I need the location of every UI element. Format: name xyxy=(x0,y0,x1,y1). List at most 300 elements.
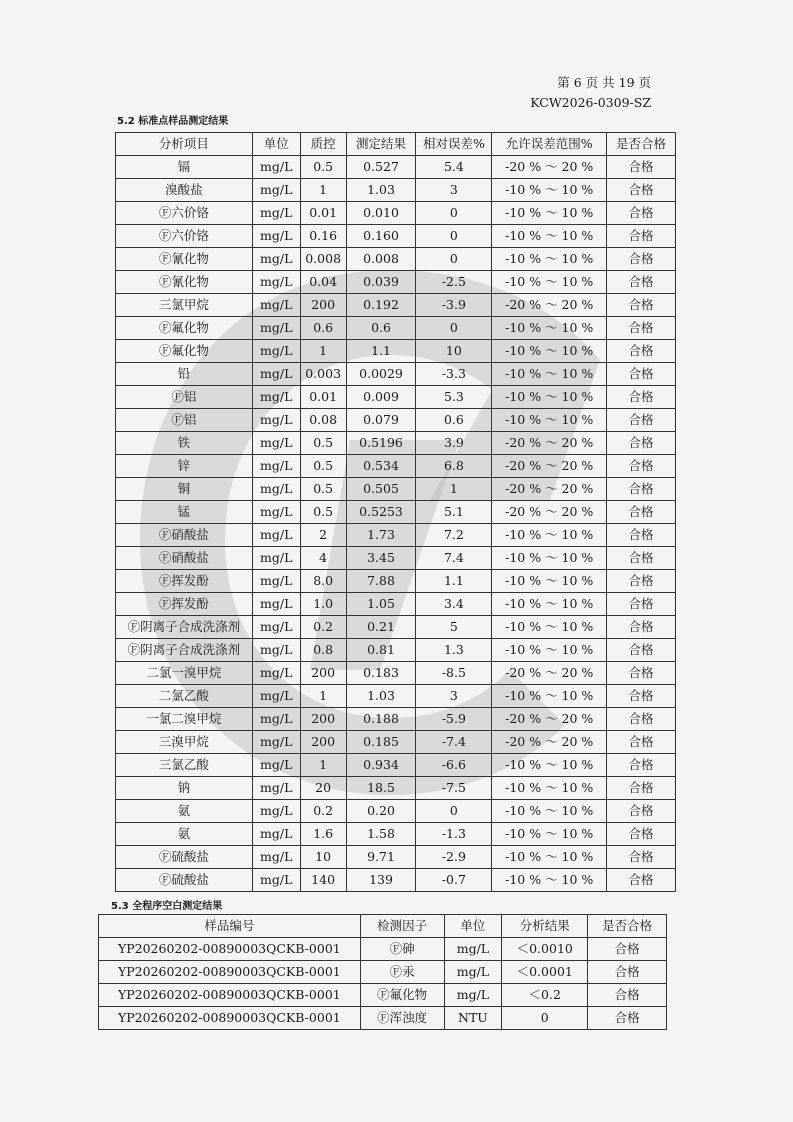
table-cell: 7.88 xyxy=(346,570,416,593)
table-cell: 0.003 xyxy=(300,363,346,386)
table-cell: 0 xyxy=(416,225,492,248)
table-cell: mg/L xyxy=(252,777,300,800)
table-cell: 0.16 xyxy=(300,225,346,248)
column-header: 单位 xyxy=(252,133,300,156)
table-cell: 合格 xyxy=(607,685,676,708)
section-title-blank-results: 5.3 全程序空白测定结果 xyxy=(111,901,223,912)
table-cell: -10 % ～ 10 % xyxy=(492,409,607,432)
table-cell: mg/L xyxy=(252,363,300,386)
table-cell: 合格 xyxy=(607,294,676,317)
table-cell: mg/L xyxy=(252,179,300,202)
table-cell: 三氯甲烷 xyxy=(116,294,253,317)
table-cell: 10 xyxy=(300,846,346,869)
table-cell: -0.7 xyxy=(416,869,492,892)
table-cell: YP20260202-00890003QCKB-0001 xyxy=(99,938,361,961)
table-row xyxy=(116,593,676,616)
table-cell: 5.4 xyxy=(416,156,492,179)
table-cell: mg/L xyxy=(252,524,300,547)
table-cell: mg/L xyxy=(252,248,300,271)
table-cell: -20 % ～ 20 % xyxy=(492,478,607,501)
table-row xyxy=(116,225,676,248)
table-row xyxy=(99,984,667,1007)
table-row xyxy=(116,478,676,501)
table-cell: 0.534 xyxy=(346,455,416,478)
table-cell: -10 % ～ 10 % xyxy=(492,869,607,892)
table-row xyxy=(116,294,676,317)
table-row xyxy=(116,547,676,570)
table-cell: 0.5196 xyxy=(346,432,416,455)
table-row xyxy=(116,524,676,547)
table-cell: -10 % ～ 10 % xyxy=(492,685,607,708)
table-cell: -7.5 xyxy=(416,777,492,800)
table-row xyxy=(116,501,676,524)
table-cell: 钠 xyxy=(116,777,253,800)
table-cell: mg/L xyxy=(252,386,300,409)
table-row xyxy=(116,363,676,386)
table-cell: 0.8 xyxy=(300,639,346,662)
table-cell: -10 % ～ 10 % xyxy=(492,225,607,248)
table-header-row xyxy=(99,915,667,938)
table-cell: -5.9 xyxy=(416,708,492,731)
table-cell: 1.73 xyxy=(346,524,416,547)
table-cell: -10 % ～ 10 % xyxy=(492,271,607,294)
table-cell: 0.6 xyxy=(416,409,492,432)
table-cell: 合格 xyxy=(607,363,676,386)
table-cell: Ⓕ挥发酚 xyxy=(116,570,253,593)
table-cell: 合格 xyxy=(588,961,667,984)
table-cell: Ⓕ氰化物 xyxy=(116,248,253,271)
table-row xyxy=(116,455,676,478)
table-cell: -10 % ～ 10 % xyxy=(492,340,607,363)
table-cell: 2 xyxy=(300,524,346,547)
table-cell: 3.4 xyxy=(416,593,492,616)
table-cell: 1.05 xyxy=(346,593,416,616)
table-cell: 镉 xyxy=(116,156,253,179)
table-cell: mg/L xyxy=(252,271,300,294)
table-cell: YP20260202-00890003QCKB-0001 xyxy=(99,961,361,984)
column-header: 分析结果 xyxy=(502,915,588,938)
table-cell: -6.6 xyxy=(416,754,492,777)
table-cell: mg/L xyxy=(252,800,300,823)
table-cell: 1.03 xyxy=(346,179,416,202)
table-cell: Ⓕ挥发酚 xyxy=(116,593,253,616)
table-cell: 1.1 xyxy=(346,340,416,363)
table-cell: -20 % ～ 20 % xyxy=(492,731,607,754)
table-cell: 合格 xyxy=(607,869,676,892)
table-row xyxy=(116,202,676,225)
table-cell: 0 xyxy=(502,1007,588,1030)
table-cell: -10 % ～ 10 % xyxy=(492,179,607,202)
table-cell: 合格 xyxy=(607,524,676,547)
table-cell: 5.3 xyxy=(416,386,492,409)
table-cell: 铅 xyxy=(116,363,253,386)
table-cell: 0.5 xyxy=(300,478,346,501)
table-cell: 3.45 xyxy=(346,547,416,570)
table-cell: 合格 xyxy=(607,708,676,731)
table-cell: 合格 xyxy=(607,225,676,248)
table-cell: 0.01 xyxy=(300,386,346,409)
column-header: 是否合格 xyxy=(588,915,667,938)
table-cell: 溴酸盐 xyxy=(116,179,253,202)
table-cell: 合格 xyxy=(607,179,676,202)
table-cell: -1.3 xyxy=(416,823,492,846)
column-header: 是否合格 xyxy=(607,133,676,156)
table-cell: mg/L xyxy=(252,846,300,869)
table-cell: 合格 xyxy=(607,478,676,501)
column-header: 允许误差范围% xyxy=(492,133,607,156)
column-header: 分析项目 xyxy=(116,133,253,156)
table-cell: -3.3 xyxy=(416,363,492,386)
table-cell: mg/L xyxy=(252,156,300,179)
table-cell: 0.505 xyxy=(346,478,416,501)
table-row xyxy=(116,731,676,754)
table-cell: Ⓕ硫酸盐 xyxy=(116,869,253,892)
table-cell: -20 % ～ 20 % xyxy=(492,501,607,524)
table-cell: 0.01 xyxy=(300,202,346,225)
table-cell: 5 xyxy=(416,616,492,639)
table-row xyxy=(116,248,676,271)
table-cell: 1.58 xyxy=(346,823,416,846)
table-cell: 200 xyxy=(300,662,346,685)
table-cell: -10 % ～ 10 % xyxy=(492,202,607,225)
table-row xyxy=(116,179,676,202)
table-cell: 合格 xyxy=(607,662,676,685)
table-cell: 0.039 xyxy=(346,271,416,294)
table-cell: Ⓕ六价铬 xyxy=(116,225,253,248)
table-cell: 0.008 xyxy=(346,248,416,271)
table-cell: -10 % ～ 10 % xyxy=(492,800,607,823)
table-cell: 10 xyxy=(416,340,492,363)
table-cell: -10 % ～ 10 % xyxy=(492,524,607,547)
table-cell: -20 % ～ 20 % xyxy=(492,662,607,685)
table-cell: Ⓕ汞 xyxy=(360,961,444,984)
table-cell: -7.4 xyxy=(416,731,492,754)
table-cell: 0.183 xyxy=(346,662,416,685)
table-cell: Ⓕ硝酸盐 xyxy=(116,547,253,570)
table-cell: -10 % ～ 10 % xyxy=(492,754,607,777)
table-cell: 0.5 xyxy=(300,455,346,478)
table-cell: 3.9 xyxy=(416,432,492,455)
table-cell: 1 xyxy=(300,340,346,363)
table-cell: 0.20 xyxy=(346,800,416,823)
table-cell: 139 xyxy=(346,869,416,892)
table-cell: 1 xyxy=(416,478,492,501)
table-cell: 1.3 xyxy=(416,639,492,662)
table-cell: 合格 xyxy=(607,432,676,455)
table-cell: mg/L xyxy=(252,547,300,570)
table-cell: YP20260202-00890003QCKB-0001 xyxy=(99,984,361,1007)
table-cell: 1 xyxy=(300,754,346,777)
table-row xyxy=(116,754,676,777)
table-cell: 合格 xyxy=(607,409,676,432)
table-cell: 合格 xyxy=(607,593,676,616)
table-cell: 氨 xyxy=(116,800,253,823)
table-cell: -10 % ～ 10 % xyxy=(492,823,607,846)
table-cell: 合格 xyxy=(607,547,676,570)
table-cell: -8.5 xyxy=(416,662,492,685)
table-cell: mg/L xyxy=(444,984,502,1007)
table-cell: 合格 xyxy=(607,156,676,179)
table-cell: 4 xyxy=(300,547,346,570)
table-cell: Ⓕ砷 xyxy=(360,938,444,961)
table-cell: 三氯乙酸 xyxy=(116,754,253,777)
table-cell: 合格 xyxy=(607,823,676,846)
table-cell: Ⓕ阴离子合成洗涤剂 xyxy=(116,639,253,662)
column-header: 质控 xyxy=(300,133,346,156)
table-cell: Ⓕ氟化物 xyxy=(360,984,444,1007)
table-cell: Ⓕ阴离子合成洗涤剂 xyxy=(116,616,253,639)
table-cell: mg/L xyxy=(252,593,300,616)
column-header: 测定结果 xyxy=(346,133,416,156)
table-cell: mg/L xyxy=(252,823,300,846)
table-cell: 0.6 xyxy=(346,317,416,340)
table-cell: 二氯一溴甲烷 xyxy=(116,662,253,685)
table-cell: mg/L xyxy=(252,662,300,685)
standard-sample-results-table xyxy=(115,132,676,892)
table-cell: mg/L xyxy=(252,409,300,432)
column-header: 样品编号 xyxy=(99,915,361,938)
table-cell: 合格 xyxy=(607,639,676,662)
table-cell: 200 xyxy=(300,731,346,754)
table-cell: -10 % ～ 10 % xyxy=(492,639,607,662)
table-cell: 合格 xyxy=(607,248,676,271)
table-cell: 合格 xyxy=(607,340,676,363)
table-cell: mg/L xyxy=(252,754,300,777)
table-cell: 0.2 xyxy=(300,616,346,639)
table-cell: mg/L xyxy=(252,432,300,455)
table-cell: 锌 xyxy=(116,455,253,478)
table-cell: 0 xyxy=(416,317,492,340)
table-cell: -10 % ～ 10 % xyxy=(492,593,607,616)
table-cell: 0.04 xyxy=(300,271,346,294)
table-cell: 0.2 xyxy=(300,800,346,823)
table-cell: -10 % ～ 10 % xyxy=(492,248,607,271)
table-cell: 合格 xyxy=(607,317,676,340)
table-cell: 合格 xyxy=(607,616,676,639)
table-row xyxy=(116,570,676,593)
table-cell: -20 % ～ 20 % xyxy=(492,156,607,179)
table-cell: mg/L xyxy=(252,202,300,225)
table-cell: 0.079 xyxy=(346,409,416,432)
table-cell: mg/L xyxy=(252,294,300,317)
table-row xyxy=(116,340,676,363)
column-header: 相对误差% xyxy=(416,133,492,156)
table-cell: 1.0 xyxy=(300,593,346,616)
table-row xyxy=(116,639,676,662)
table-cell: -10 % ～ 10 % xyxy=(492,317,607,340)
table-cell: 合格 xyxy=(607,754,676,777)
table-cell: 0.21 xyxy=(346,616,416,639)
column-header: 检测因子 xyxy=(360,915,444,938)
table-cell: mg/L xyxy=(252,501,300,524)
table-row xyxy=(116,616,676,639)
table-cell: 3 xyxy=(416,179,492,202)
table-cell: 0.188 xyxy=(346,708,416,731)
table-cell: Ⓕ硫酸盐 xyxy=(116,846,253,869)
table-cell: 3 xyxy=(416,685,492,708)
table-cell: 合格 xyxy=(607,202,676,225)
table-cell: mg/L xyxy=(444,938,502,961)
table-cell: 合格 xyxy=(607,846,676,869)
column-header: 单位 xyxy=(444,915,502,938)
table-cell: 0.08 xyxy=(300,409,346,432)
table-cell: mg/L xyxy=(252,639,300,662)
table-cell: mg/L xyxy=(252,340,300,363)
table-row xyxy=(116,271,676,294)
table-cell: 20 xyxy=(300,777,346,800)
table-cell: 0.010 xyxy=(346,202,416,225)
table-cell: 锰 xyxy=(116,501,253,524)
table-row xyxy=(116,708,676,731)
table-row xyxy=(116,317,676,340)
table-cell: 200 xyxy=(300,294,346,317)
table-cell: 1 xyxy=(300,179,346,202)
table-cell: 0 xyxy=(416,800,492,823)
table-cell: Ⓕ浑浊度 xyxy=(360,1007,444,1030)
table-cell: 合格 xyxy=(607,800,676,823)
table-cell: 合格 xyxy=(607,455,676,478)
table-cell: 合格 xyxy=(607,271,676,294)
table-row xyxy=(116,409,676,432)
table-cell: mg/L xyxy=(444,961,502,984)
table-cell: 二氯乙酸 xyxy=(116,685,253,708)
table-row xyxy=(116,432,676,455)
table-cell: 18.5 xyxy=(346,777,416,800)
table-cell: ＜0.0001 xyxy=(502,961,588,984)
table-cell: 0.5 xyxy=(300,156,346,179)
table-cell: 铜 xyxy=(116,478,253,501)
table-cell: 9.71 xyxy=(346,846,416,869)
table-row xyxy=(116,846,676,869)
table-cell: Ⓕ六价铬 xyxy=(116,202,253,225)
table-cell: 1 xyxy=(300,685,346,708)
table-cell: 合格 xyxy=(607,386,676,409)
table-row xyxy=(116,662,676,685)
table-cell: 6.8 xyxy=(416,455,492,478)
table-cell: 7.4 xyxy=(416,547,492,570)
table-cell: mg/L xyxy=(252,317,300,340)
table-row xyxy=(99,938,667,961)
table-cell: 0.192 xyxy=(346,294,416,317)
section-title-standard-samples: 5.2 标准点样品测定结果 xyxy=(117,116,229,127)
table-cell: YP20260202-00890003QCKB-0001 xyxy=(99,1007,361,1030)
table-row xyxy=(116,685,676,708)
table-cell: 0.81 xyxy=(346,639,416,662)
table-cell: Ⓕ硝酸盐 xyxy=(116,524,253,547)
table-cell: -10 % ～ 10 % xyxy=(492,846,607,869)
table-cell: mg/L xyxy=(252,225,300,248)
table-cell: 0.934 xyxy=(346,754,416,777)
table-cell: 5.1 xyxy=(416,501,492,524)
table-cell: -2.9 xyxy=(416,846,492,869)
table-cell: -10 % ～ 10 % xyxy=(492,386,607,409)
table-row xyxy=(99,1007,667,1030)
table-cell: 0.009 xyxy=(346,386,416,409)
table-cell: 合格 xyxy=(607,731,676,754)
table-cell: 7.2 xyxy=(416,524,492,547)
table-cell: 140 xyxy=(300,869,346,892)
table-cell: Ⓕ铝 xyxy=(116,386,253,409)
table-cell: 0.527 xyxy=(346,156,416,179)
table-cell: mg/L xyxy=(252,869,300,892)
table-cell: -10 % ～ 10 % xyxy=(492,547,607,570)
blank-results-table xyxy=(98,914,667,1030)
table-cell: 0.0029 xyxy=(346,363,416,386)
table-cell: -10 % ～ 10 % xyxy=(492,777,607,800)
table-cell: 1.03 xyxy=(346,685,416,708)
table-cell: mg/L xyxy=(252,570,300,593)
table-cell: 合格 xyxy=(588,984,667,1007)
table-cell: 0.5 xyxy=(300,501,346,524)
table-cell: Ⓕ铝 xyxy=(116,409,253,432)
table-cell: 铁 xyxy=(116,432,253,455)
table-cell: 8.0 xyxy=(300,570,346,593)
table-cell: -10 % ～ 10 % xyxy=(492,570,607,593)
table-cell: 1.1 xyxy=(416,570,492,593)
table-cell: 一氯二溴甲烷 xyxy=(116,708,253,731)
table-cell: ＜0.0010 xyxy=(502,938,588,961)
table-cell: -20 % ～ 20 % xyxy=(492,455,607,478)
table-cell: 合格 xyxy=(588,938,667,961)
table-cell: 0 xyxy=(416,202,492,225)
table-cell: 0.5 xyxy=(300,432,346,455)
table-cell: NTU xyxy=(444,1007,502,1030)
table-cell: 0.185 xyxy=(346,731,416,754)
table-cell: 0.160 xyxy=(346,225,416,248)
table-cell: 合格 xyxy=(588,1007,667,1030)
table-row xyxy=(99,961,667,984)
table-cell: 0.5253 xyxy=(346,501,416,524)
table-row xyxy=(116,823,676,846)
table-cell: mg/L xyxy=(252,616,300,639)
table-cell: 200 xyxy=(300,708,346,731)
table-cell: mg/L xyxy=(252,731,300,754)
table-cell: 0.008 xyxy=(300,248,346,271)
table-cell: 0.6 xyxy=(300,317,346,340)
table-cell: -3.9 xyxy=(416,294,492,317)
table-cell: 1.6 xyxy=(300,823,346,846)
table-cell: Ⓕ氟化物 xyxy=(116,340,253,363)
table-row xyxy=(116,869,676,892)
table-cell: -20 % ～ 20 % xyxy=(492,432,607,455)
table-cell: 合格 xyxy=(607,570,676,593)
table-cell: mg/L xyxy=(252,478,300,501)
table-cell: mg/L xyxy=(252,455,300,478)
page-number: 第 6 页 共 19 页 xyxy=(557,75,651,90)
table-cell: ＜0.2 xyxy=(502,984,588,1007)
table-cell: 0 xyxy=(416,248,492,271)
table-row xyxy=(116,800,676,823)
table-cell: -20 % ～ 20 % xyxy=(492,708,607,731)
table-cell: -10 % ～ 10 % xyxy=(492,363,607,386)
table-cell: -10 % ～ 10 % xyxy=(492,616,607,639)
table-cell: Ⓕ氟化物 xyxy=(116,317,253,340)
table-cell: 合格 xyxy=(607,777,676,800)
table-cell: Ⓕ氰化物 xyxy=(116,271,253,294)
table-row xyxy=(116,777,676,800)
table-cell: -2.5 xyxy=(416,271,492,294)
table-cell: mg/L xyxy=(252,708,300,731)
table-cell: 三溴甲烷 xyxy=(116,731,253,754)
table-header-row xyxy=(116,133,676,156)
table-cell: -20 % ～ 20 % xyxy=(492,294,607,317)
table-cell: 合格 xyxy=(607,501,676,524)
table-cell: mg/L xyxy=(252,685,300,708)
table-row xyxy=(116,156,676,179)
table-row xyxy=(116,386,676,409)
table-cell: 氨 xyxy=(116,823,253,846)
report-number: KCW2026-0309-SZ xyxy=(530,95,651,110)
